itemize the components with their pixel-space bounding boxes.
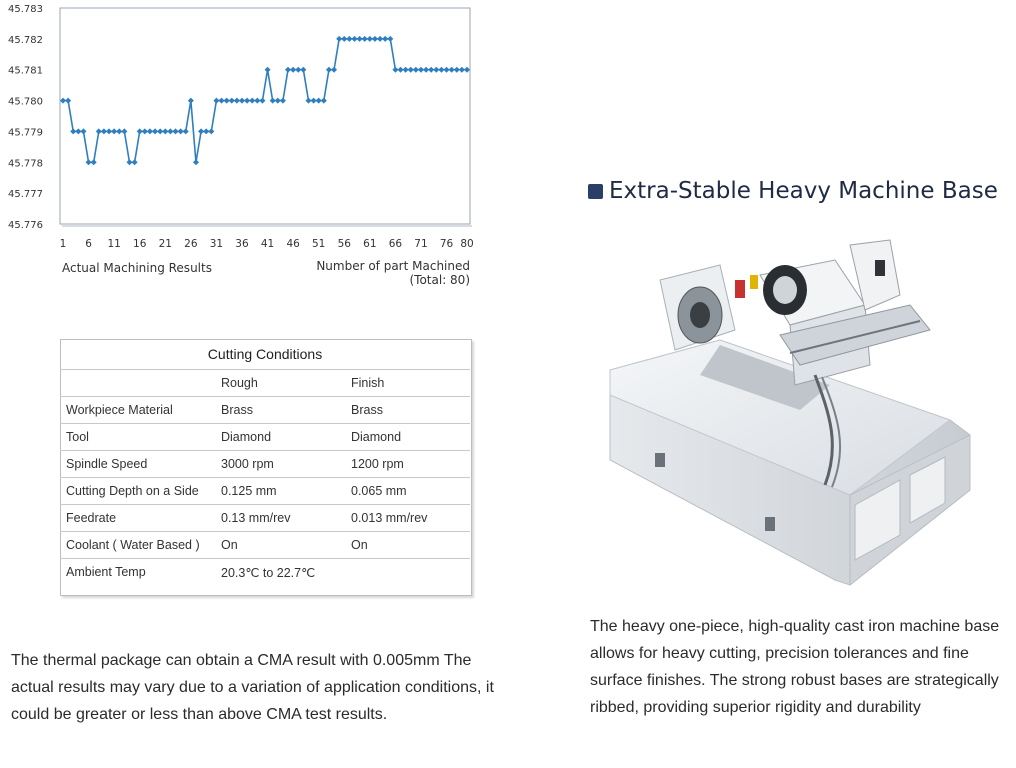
table-row — [60, 397, 470, 424]
row-label: Ambient Temp — [66, 565, 146, 579]
table-row — [60, 451, 470, 478]
x-tick-label: 6 — [85, 238, 92, 250]
row-rough: 20.3℃ to 22.7℃ — [221, 565, 316, 580]
x-tick-label: 21 — [158, 238, 172, 250]
row-rough: Diamond — [215, 424, 345, 451]
row-label: Workpiece Material — [60, 397, 215, 424]
x-tick-label: 80 — [460, 238, 474, 250]
machine-base-image — [600, 235, 975, 590]
row-rough: 3000 rpm — [215, 451, 345, 478]
row-finish: 0.013 mm/rev — [345, 505, 470, 532]
row-finish: 0.065 mm — [345, 478, 470, 505]
x-tick-label: 31 — [209, 238, 224, 250]
table-row — [60, 532, 470, 559]
y-tick-label: 45.779 — [8, 127, 43, 139]
x-tick-labels — [60, 238, 474, 250]
x-axis-label — [300, 259, 470, 287]
section-heading — [588, 178, 998, 204]
row-finish: On — [345, 532, 470, 559]
row-finish: 1200 rpm — [345, 451, 470, 478]
y-tick-label: 45.776 — [8, 220, 43, 231]
row-rough: Brass — [215, 397, 345, 424]
y-tick-label: 45.781 — [8, 65, 43, 77]
table-header-row — [60, 370, 470, 397]
x-tick-label: 46 — [286, 238, 300, 250]
y-tick-label: 45.782 — [8, 34, 43, 46]
thermal-package-text: The thermal package can obtain a CMA result with 0.005mm The actual results may vary due to a variation of application conditions, it could be greater or less than above CMA test results. — [11, 652, 494, 723]
row-label: Spindle Speed — [60, 451, 215, 478]
y-tick-labels — [8, 4, 43, 231]
x-axis-title: Number of part Machined — [316, 259, 470, 273]
x-tick-label: 41 — [260, 238, 275, 250]
chart-caption: Actual Machining Results — [62, 261, 212, 275]
section-title-text: Extra-Stable Heavy Machine Base — [609, 178, 998, 204]
machining-results-chart — [0, 0, 480, 260]
chart-frame — [60, 8, 472, 226]
x-tick-label: 51 — [312, 238, 326, 250]
machine-base-description: The heavy one-piece, high-quality cast iron machine base allows for heavy cutting, precision tolerances and fine surface finishes. The strong robust bases are strategically ribbed, providing superior rigidity and durability — [590, 618, 1000, 716]
table-row — [60, 478, 470, 505]
row-label: Cutting Depth on a Side — [60, 478, 215, 505]
row-label: Coolant ( Water Based ) — [60, 532, 215, 559]
y-tick-label: 45.778 — [8, 158, 43, 170]
x-tick-label: 16 — [133, 238, 147, 250]
x-tick-label: 61 — [363, 238, 377, 250]
y-tick-label: 45.780 — [8, 96, 43, 108]
x-axis-note: (Total: 80) — [409, 273, 470, 287]
row-finish: Brass — [345, 397, 470, 424]
table-row — [60, 505, 470, 532]
square-bullet-icon — [588, 184, 603, 199]
x-tick-label: 66 — [388, 238, 403, 250]
row-rough: On — [215, 532, 345, 559]
y-tick-label: 45.777 — [8, 189, 43, 201]
row-finish — [345, 559, 470, 586]
x-tick-label: 36 — [235, 238, 249, 250]
row-rough: 0.13 mm/rev — [215, 505, 345, 532]
table-title-row — [60, 339, 470, 370]
row-label: Tool — [60, 424, 215, 451]
row-label: Feedrate — [60, 505, 215, 532]
cutting-conditions-table — [60, 339, 470, 585]
row-finish: Diamond — [345, 424, 470, 451]
x-tick-label: 71 — [414, 238, 428, 250]
header-rough: Rough — [215, 370, 345, 397]
header-finish: Finish — [345, 370, 470, 397]
table-title: Cutting Conditions — [60, 339, 470, 370]
x-tick-label: 11 — [107, 238, 121, 250]
y-tick-label: 45.783 — [8, 4, 43, 15]
x-tick-label: 1 — [59, 238, 67, 250]
x-tick-label: 26 — [184, 238, 198, 250]
table-row — [60, 424, 470, 451]
plot-area — [60, 8, 470, 224]
header-empty — [60, 370, 215, 397]
x-tick-label: 76 — [439, 238, 454, 250]
row-rough: 0.125 mm — [215, 478, 345, 505]
table-row — [60, 559, 470, 586]
x-tick-label: 56 — [337, 238, 351, 250]
